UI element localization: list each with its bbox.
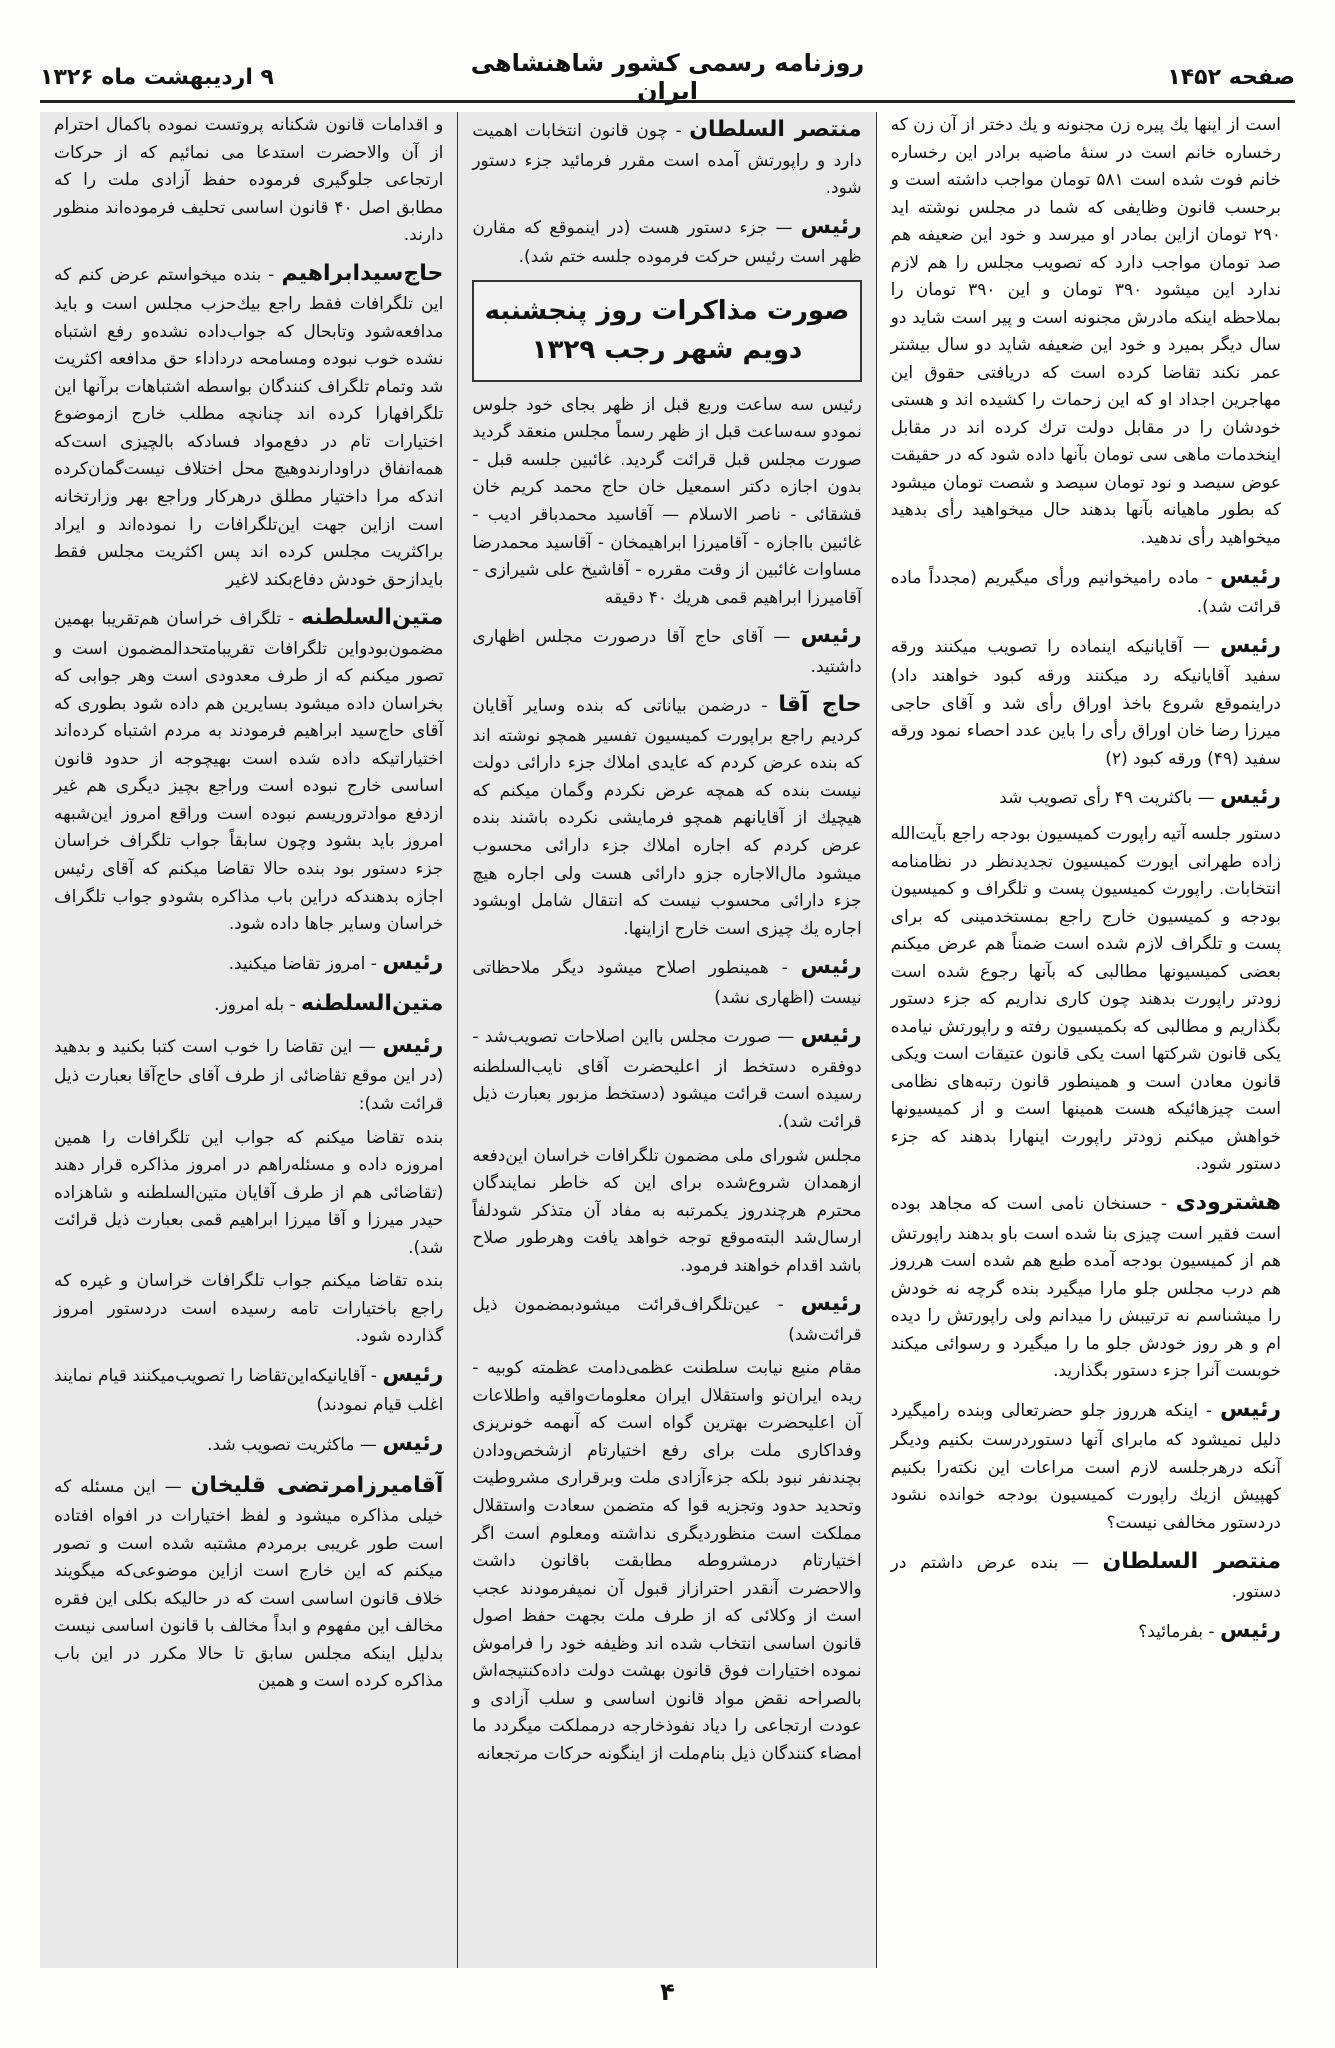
paragraph-text: - بفرمائید؟ xyxy=(1138,1621,1215,1642)
paragraph-text: - اینکه هرروز جلو حضرتعالی وبنده رامیگیرد دلیل نمیشود که مابرای آنها دستوردرست بکنیم ودیگر آنکه درهرجلسه لازم است مراعات این نکته‌را بکنیم کهپیش ازیك راپورت کمیسیون بودجه خوانده نشود دردستور مخالفی نیست؟ xyxy=(890,1400,1281,1533)
paragraph-text: - چون قانون انتخابات اهمیت دارد و راپورتش آمده است مقرر فرمائید جزء دستور شود. xyxy=(472,121,862,199)
paragraph xyxy=(891,1185,1281,1386)
paragraph xyxy=(472,949,861,1012)
paragraph xyxy=(891,1544,1281,1607)
paragraph-text: — این مسئله که خیلی مذاکره میشود و لفظ اختیارات در افواه افتاده است طور غریبی برمردم مشتبه شده است و تصور میکنم که این خارج است ازاین موضوعی‌که میگویند خلاف قانون اساسی است که در حالیکه بکلی این فقره مخالف این مفهوم و ابداً مخالف با قانون اساسی نیست بدلیل اینکه مجلس سابق تا حالا مکرر در این باب مذاکره کرده است و همین xyxy=(54,1476,444,1692)
speaker-name: آقامیرزامرتضی قلیخان xyxy=(190,1472,444,1498)
header-date: ۹ اردیبهشت ماه ۱۳۲۶ xyxy=(40,64,274,90)
speaker-name: رئیس xyxy=(800,1023,862,1049)
paragraph-text: رئیس سه ساعت وربع قبل از ظهر بجای خود جلوس نمودو سه‌ساعت قبل از ظهر رسماً مجلس منعقد گردید صورت مجلس قبل قرائت گردید. غائبین جلسه قبل - بدون اجازه دکتر اسمعیل خان حاج محمد کریم خان قشقائی - ناصر الاسلام — آقاسید محمدباقر ادیب - غائبین بااجازه - آقامیرزا ابراهیمخان - آقاسید محمدرضا مساوات غائبین از وقت مقرره - آقاشیخ علی شیرازی - آقامیرزا ابراهیم قمی هریك ۴۰ دقیقه xyxy=(472,394,862,608)
paragraph-text: مقام منیع نیابت سلطنت عظمی‌دامت عظمته کوبیه - ریده ایران‌نو واستقلال ایران معلومات‌واقیه واطلاعات آن اعلیحضرت بهترین گواه است که آنهمه خونریزی وفداکاری ملت برای رفع اختیارتام ازشخص‌ودادن بچندنفر نبود بلکه جزءآزادی ملت وبرقراری مشروطیت وتحدید حدود وتجزیه قوا که متضمن سعادت واستقلال مملکت است منظوردیگری نداشته ومعلوم است اگر اختیارتام درمشروطه مطابقت باقانون داشت والاحضرت آنقدر احترازاز قبول آن نمیفرمودند عجب است از وکلائی که از طرف ملت بجهت حفظ اصول قانون اساسی انتخاب شده اند وظیفه خود را فراموش نموده اختیارات فوق قانون بهشت دولت داده‌کنتیجه‌اش بالصراحه نقض مواد قانون اساسی و سلب آزادی و عودت ارتجاعی را دیاد نفوذخارجه درمملکت میگردد ما امضاء کنندگان ذیل بنام‌ملت از اینگونه حرکات مرتجعانه xyxy=(472,1358,862,1764)
column-left xyxy=(40,112,458,1968)
paragraph xyxy=(472,209,861,272)
paragraph xyxy=(472,112,861,203)
paragraph xyxy=(472,1355,861,1768)
paragraph xyxy=(891,112,1281,553)
paragraph xyxy=(54,1426,443,1462)
speaker-name: رئیس xyxy=(800,213,862,239)
paragraph-text: — آقای حاج آقا درصورت مجلس اظهاری داشتید. xyxy=(472,627,862,677)
speaker-name: رئیس xyxy=(1219,1396,1281,1422)
paragraph-text: — صورت مجلس بااین اصلاحات تصویب‌شد - دوفقره دستخط از اعلیحضرت آقای نایب‌السلطنه رسیده است قرائت میشود (دستخط مزبور بعبارت ذیل قرائت شد). xyxy=(472,1027,862,1132)
speaker-name: رئیس xyxy=(800,954,862,980)
page-footer-number: ۴ xyxy=(660,1978,675,2006)
speaker-name: منتصر السلطان xyxy=(1102,1548,1281,1574)
header-title: روزنامه رسمی کشور شاهنشاهی ایران xyxy=(470,49,865,105)
paragraph-text: مجلس شورای ملی مضمون تلگرافات خراسان این‌دفعه ازهمدان شروع‌شده برای این که خاطر نمایندگان محترم هرچندروز یکمرتبه به مفاد آن متذکر شودلفاً ارسال‌شد البته‌موقع توجه خواهد یافت وهرطور صلاح باشد اقدام خواهند فرمود. xyxy=(472,1145,862,1276)
paragraph xyxy=(472,1286,861,1349)
paragraph xyxy=(472,1018,861,1136)
paragraph-text: — بنده عرض داشتم در دستور. xyxy=(890,1552,1281,1603)
paragraph xyxy=(54,1468,443,1696)
paragraph xyxy=(472,687,861,943)
paragraph-text: است از اینها یك پیره زن مجنونه و یك دختر از آن زن که رخساره خانم است در سنهٔ ماضیه برادر این رخساره خانم فوت شده است ۵۸۱ تومان مواجب داشته است و برحسب قانون وظایفی که شما در مجلس نوشته اید ۲۹۰ تومان ازاین بمادر او میرسد و خود این ضعیفه هم صد تومان مواجب دارد که تصویب مجلس را هم لازم ندارد این میشود ۳۹۰ تومان و این ۳۹۰ تومان را بملاحظه اینکه مادرش مجنونه است و پیر است شاید دو سال دیگر بمیرد و خود این ضعیفه شاید دو سال بیشتر عمر نکند تقاضا کرده است که دریافتی حقوق این مهاجرین اجداد او که این زحمات را کشیده اند و هستی خودشان را در مقابل دولت ترك کرده اند در مقابل اینخدمات ماهی سی تومان بآنها داده شود که در حقیقت عوض سیصد و نود تومان سیصد و شصت تومان میشود که بطور ماهیانه بآنها بدهند حال میخواهید رأی بدهید میخواهید رأی ندهید. xyxy=(890,115,1281,548)
paragraph-text: - حسنخان نامی است که مجاهد بوده است فقیر است چیزی بنا شده است باو بدهند راپورتش هم از کمیسیون بودجه آمده طبع هم شده است هرروز هم درب مجلس جلو مارا میگیرد بنده گرچه نه خودش را میشناسم نه ترتیبش را میدانم ولی راپورتش را دیده ام و هر روز خودش جلو ما را میگیرد و رسوائی میکند خوبست آنرا جزء دستور بگذارید. xyxy=(890,1193,1281,1382)
speaker-name: حاج‌سیدابراهیم xyxy=(281,260,444,286)
paragraph-text: - درضمن بیاناتی که بنده وسایر آقایان کردیم راجع براپورت کمیسیون تفسیر همچو نوشته اند که بنده عرض کردم که عایدی املاك جزء دارائی دولت نیست بنده که همچه عرض نکردم وگمان میکنم که هیچیك از آقایانهم همچو فرمایشی نکرده باشند بنده عرض کردم که اجاره املاك جزء دارائی محسوب میشود مال‌الاجاره جزو دارائی هست ولی اجاره هیچ جزء دارائی محسوب نیست که انتقال شامل اوبشود اجاره یك چیزی است خارج ازاینها. xyxy=(472,696,862,939)
paragraph xyxy=(472,618,861,681)
speaker-name: رئیس xyxy=(382,1032,444,1058)
paragraph-text: و اقدامات قانون شکنانه پروتست نموده باکمال احترام از آن والاحضرت استدعا می نمائیم که از حرکات ارتجاعی جلوگیری فرموده حفظ آزادی ملت را که مطابق اصل ۴۰ قانون اساسی تحلیف فرموده‌اند منظور دارند. xyxy=(54,115,444,246)
paragraph-text: - تلگراف خراسان هم‌تقریبا بهمین مضمون‌بودواین تلگرافات تقریبامتحدالمضمون است و تصور میکنم که از طرف معدودی است وهر جوابی که بخراسان داده میشود بسایرین هم داده شود بطوری که آقای حاج‌سید ابراهیم فرمودند به مردم اشتباه کرده‌اند اختیاراتیکه داده شده است بهیچوجه از حدود قانون اساسی خارج نبوده است وراجع بچیز دیگری هم غیر ازدفع موادتروریسم نبوده است وراقع امروز این‌شبهه امروز باید بشود وچون سابقاً جواب تلگراف خراسان جزء دستور بود بنده حالا تقاضا میکنم که آقای رئیس اجازه بدهندکه دراین باب مذاکره بشودو جواب تلگراف خراسان وسایر جاها داده شود. xyxy=(54,609,444,935)
speaker-name: منتصر السلطان xyxy=(689,117,862,142)
paragraph xyxy=(472,392,861,612)
speaker-name: رئیس xyxy=(1219,563,1281,589)
paragraph xyxy=(54,1125,443,1263)
middle-main-section xyxy=(472,392,861,1768)
paragraph xyxy=(472,1143,861,1281)
header-rule xyxy=(40,100,1295,103)
paragraph-text: - امروز تقاضا میکنید. xyxy=(228,953,377,974)
paragraph xyxy=(891,559,1281,622)
speaker-name: رئیس xyxy=(800,1291,862,1317)
paragraph-text: — جزء دستور هست (در اینموقع که مقارن ظهر است رئیس حرکت فرموده جلسه ختم شد). xyxy=(472,217,862,268)
paragraph-text: - ماده رامیخوانیم ورأی میگیریم (مجدداً ماده قرائت شد). xyxy=(890,567,1281,618)
speaker-name: متین‌السلطنه xyxy=(301,991,444,1017)
speaker-name: رئیس xyxy=(1219,784,1281,810)
paragraph-text: — این تقاضا را خوب است کتبا بکنید و بدهید (در این موقع تقاضائی از طرف آقای حاج‌آقا بعبارت ذیل قرائت شد): xyxy=(54,1036,444,1114)
paragraph-text: - بله امروز. xyxy=(214,995,296,1016)
speaker-name: متین‌السلطنه xyxy=(301,605,444,631)
paragraph-text: — آقایانیکه اینماده را تصویب میکنند ورقه سفید آقایانیکه رد میکنند ورقه کبود خواهند داد) دراینموقع شروع باخذ اوراق رأی شد و آقای حاجی میرزا رضا خان اوراق رأی را باین عدد احصاء نمود ورقه سفید (۴۹) ورقه کبود (۲) xyxy=(890,636,1281,769)
column-middle xyxy=(458,112,876,1968)
speaker-name: رئیس xyxy=(1219,632,1281,658)
speaker-name: حاج آقا xyxy=(778,692,862,718)
speaker-name: رئیس xyxy=(382,1430,444,1456)
column-right xyxy=(877,112,1295,1968)
paragraph-text: - عین‌تلگراف‌قرائت میشودبمضمون ذیل قرائت‌شد) xyxy=(472,1295,862,1345)
paragraph xyxy=(54,1357,443,1420)
paragraph xyxy=(891,628,1281,774)
speaker-name: رئیس xyxy=(800,623,862,649)
paragraph xyxy=(54,1268,443,1351)
paragraph xyxy=(891,779,1281,815)
speaker-name: رئیس xyxy=(382,1361,444,1387)
paragraph xyxy=(54,600,443,938)
header-page-number: صفحه ۱۴۵۲ xyxy=(1167,64,1295,90)
paragraph-text: بنده تقاضا میکنم جواب تلگرافات خراسان و غیره که راجع باختیارات تامه رسیده است دردستور امروز گذارده شود. xyxy=(54,1271,444,1347)
middle-top-section xyxy=(472,112,861,272)
paragraph-text: بنده تقاضا میکنم که جواب این تلگرافات را همین امروزه داده و مسئله‌راهم در امروز مذاکره قرار دهند (تقاضائی هم از طرف آقایان متین‌السلطنه و شاهزاده حیدر میرزا و آقا میرزا ابراهیم قمی بعبارت ذیل قرائت شد). xyxy=(54,1127,444,1258)
article-columns xyxy=(40,112,1295,1968)
session-heading: صورت مذاکرات روز پنجشنبه دویم شهر رجب ۱۳۲۹ xyxy=(472,280,861,382)
paragraph xyxy=(54,112,443,250)
paragraph xyxy=(891,821,1281,1179)
paragraph xyxy=(54,945,443,981)
paragraph xyxy=(891,1392,1281,1538)
paragraph-text: - آقایانیکه‌این‌تقاضا را تصویب‌میکنند قیام نمایند اغلب قیام نمودند) xyxy=(54,1365,444,1416)
paragraph-text: - بنده میخواستم عرض کنم که این تلگرافات فقط راجع بیك‌حزب مجلس است و باید مدافعه‌شود وتابحال که جواب‌داده نشده‌و رفع اشتباه نشده خوب نبوده ومسامحه درداداء حق مدافعه اکثریت شد وتمام تلگراف کنندگان بواسطه اشتباهات برآنها این تلگرافهارا کرده اند چنانچه مطلب خارج ازموضوع اختیارات تام در دفع‌مواد فسادکه بالچیزی است‌که همه‌اتفاق دراودارندوهیچ محل اختلاف نیست‌گمان‌کرده اندکه مرا داختیار مطلق درهرکار وراجع بهر وزارتخانه است ازاین جهت این‌تلگرافات را نموده‌اند و ایراد براکثریت مجلس کرده اند پس اکثریت مجلس فقط بایدازحق خودش دفاع‌بکند لاغیر xyxy=(54,264,444,590)
paragraph-text: — باکثریت ۴۹ رأی تصویب شد xyxy=(999,788,1215,809)
paragraph xyxy=(891,1613,1281,1649)
speaker-name: رئیس xyxy=(1219,1617,1281,1643)
paragraph-text: - همینطور اصلاح میشود دیگر ملاحظاتی نیست (اظهاری نشد) xyxy=(472,958,862,1008)
paragraph xyxy=(54,256,443,594)
paragraph xyxy=(54,986,443,1022)
speaker-name: رئیس xyxy=(382,949,444,975)
paragraph xyxy=(54,1028,443,1119)
speaker-name: هشترودی xyxy=(1175,1189,1281,1215)
paragraph-text: دستور جلسه آتیه راپورت کمیسیون بودجه راجع بآیت‌الله زاده طهرانی ایورت کمیسیون تجدیدنظر در نظامنامه انتخابات. راپورت کمیسیون پست و تلگراف و کمیسیون بودجه و کمیسیون خارج راجع بمستخدمینی که برای پست و تلگراف لازم شده است ضمناً هم عرض میکنم بعضی کمیسیونها مطالبی که بآنها رجوع شده است زودتر راپورت بدهند چون کاری نداریم که جزء دستور بگذاریم و مطالبی که بکمیسیون رفته و راپورتش نیامده یکی قانون شرکتها است یکی قانون عتیقات است ویکی قانون معادن است و همینطور قانون رتبه‌های نظامی است چیزهائیکه هست همینها است و از کمیسیونها خواهش میکنم زودتر راپورت اینهارا بدهند که جزء دستور شود. xyxy=(890,824,1281,1175)
paragraph-text: — ماکثریت تصویب شد. xyxy=(207,1434,377,1455)
